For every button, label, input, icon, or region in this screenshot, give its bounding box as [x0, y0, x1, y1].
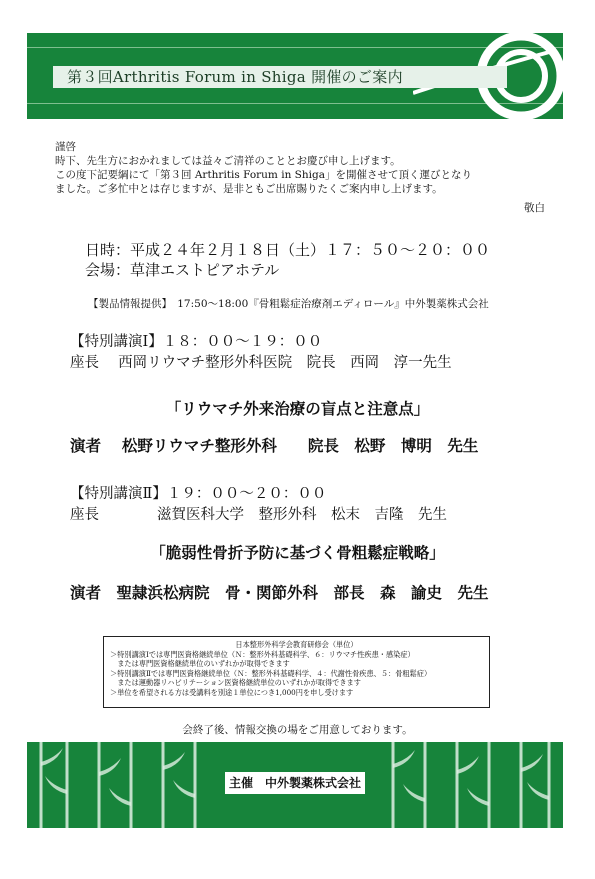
intro-text — [55, 140, 555, 196]
after-event-note: 会終了後、情報交換の場をご用意しております。 — [182, 724, 413, 736]
intro-line: この度下記要綱にて「第３回 Arthritis Forum in Shiga」を開催させて頂く運びとなり — [55, 169, 472, 181]
organizer-label: 主催 中外製薬株式会社 — [225, 772, 365, 794]
intro-line: 時下、先生方におかれましては益々ご清祥のこととお慶び申し上げます。 — [55, 155, 401, 167]
credit-box-title: 日本整形外科学会教育研修会（単位） — [235, 640, 358, 649]
lecture1-chair: 座長 西岡リウマチ整形外科医院 院長 西岡 淳一先生 — [70, 355, 452, 371]
lecture1-heading: 【特別講演Ⅰ】１８：００～１９：００ — [70, 334, 323, 350]
event-venue: 会場：草津エストピアホテル — [85, 261, 280, 279]
lecture2-speaker: 演者 聖隷浜松病院 骨・関節外科 部長 森 諭史 先生 — [70, 583, 489, 602]
credit-line: ＞特別講演Ⅰでは専門医資格継続単位（Ｎ：整形外科基礎科学、６：リウマチ性疾患・感染症） — [110, 649, 415, 659]
credit-line: ＞特別講演Ⅱでは専門医資格継続単位（Ｎ：整形外科基礎科学、４：代謝性骨疾患、５：骨粗鬆症） — [110, 668, 432, 678]
header-banner — [27, 33, 563, 119]
lecture2-title: 「脆弱性骨折予防に基づく骨粗鬆症戦略」 — [150, 543, 445, 562]
closing-word: 敬白 — [524, 202, 545, 214]
intro-line: ました。ご多忙中とは存じますが、是非ともご出席賜りたくご案内申し上げます。 — [55, 183, 443, 195]
lecture2-heading: 【特別講演Ⅱ】１９：００～２０：００ — [70, 486, 327, 502]
intro-line: 謹啓 — [55, 141, 76, 153]
event-datetime: 日時：平成２４年２月１８日（土）１７：５０～２０：００ — [85, 241, 491, 259]
page-title: 第３回Arthritis Forum in Shiga 開催のご案内 — [53, 66, 507, 88]
product-info-line: 【製品情報提供】 17:50～18:00『骨粗鬆症治療剤エディロール』中外製薬株式会社 — [88, 298, 489, 310]
credit-line: または運動器リハビリテーション医資格継続単位のいずれかが取得できます — [110, 678, 361, 688]
lecture2-chair: 座長 滋賀医科大学 整形外科 松末 吉隆 先生 — [70, 507, 447, 523]
footer-banner — [27, 742, 563, 828]
lecture1-speaker: 演者 松野リウマチ整形外科 院長 松野 博明 先生 — [70, 436, 479, 455]
credit-line: または専門医資格継続単位のいずれかが取得できます — [110, 659, 290, 669]
credit-info-box — [103, 636, 490, 708]
credit-line: ＞単位を希望される方は受講料を別途１単位につき1,000円を申し受けます — [110, 687, 354, 697]
lecture1-title: 「リウマチ外来治療の盲点と注意点」 — [165, 399, 430, 418]
